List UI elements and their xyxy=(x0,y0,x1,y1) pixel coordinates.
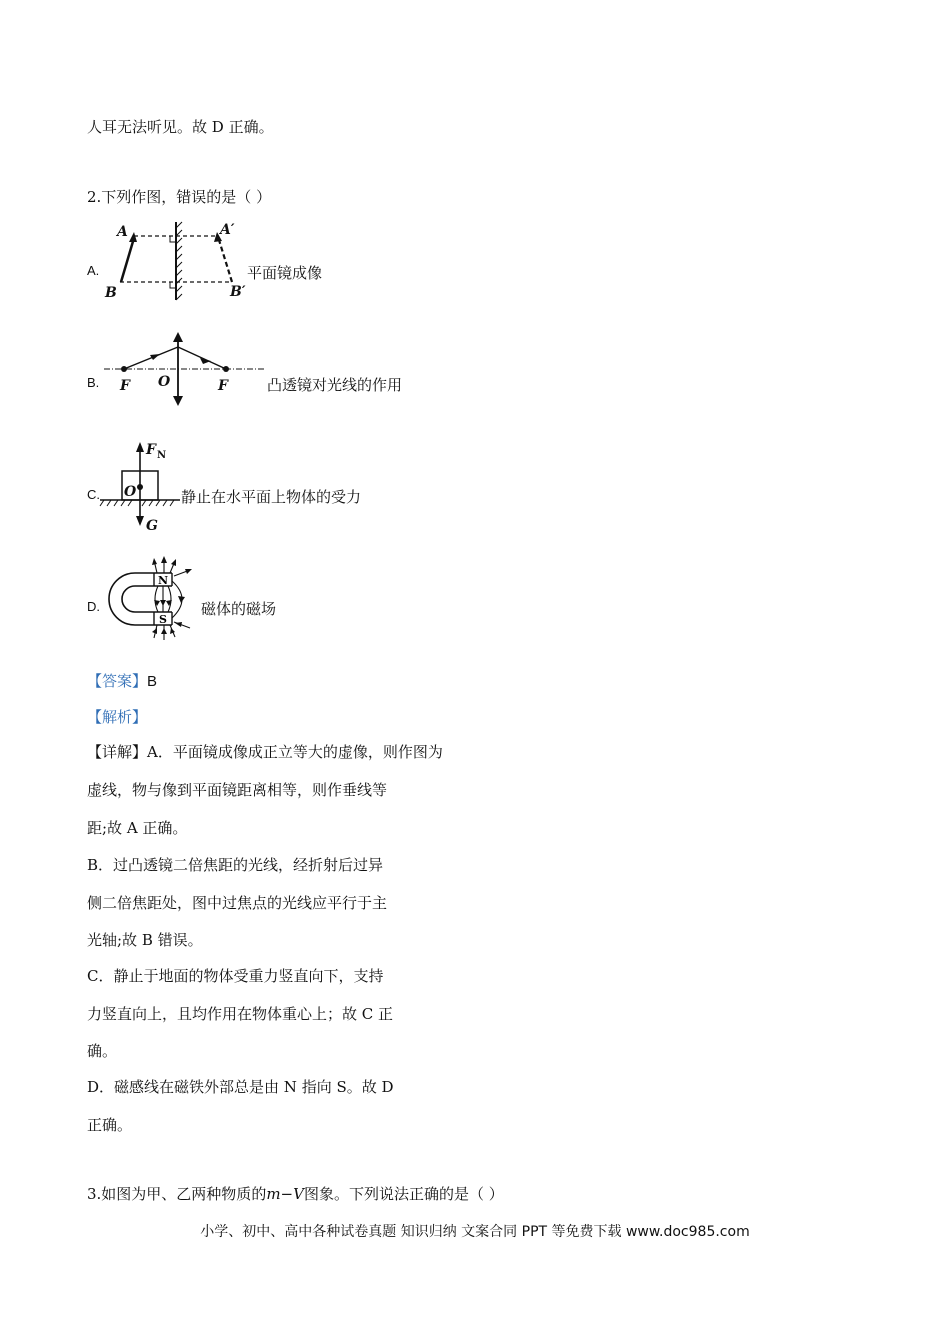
option-a-letter: A. xyxy=(87,263,100,278)
option-c-letter: C. xyxy=(87,487,100,502)
detail-line-9: 确。 xyxy=(87,1042,118,1060)
answer-value: B xyxy=(147,673,158,690)
question3-prefix: 3.如图为甲、乙两种物质的 xyxy=(87,1185,267,1203)
footer: 小学、初中、高中各种试卷真题 知识归纳 文案合同 PPT 等免费下载 www.doc985.com xyxy=(200,1224,750,1240)
detail-line-5: 侧二倍焦距处，图中过焦点的光线应平行于主 xyxy=(87,894,388,912)
option-b-letter: B. xyxy=(87,375,100,390)
question2-stem: 2.下列作图，错误的是（ ） xyxy=(87,188,272,206)
label-f-right: F xyxy=(218,378,228,394)
label-b-prime: B′ xyxy=(230,284,246,300)
label-g: G xyxy=(146,518,158,534)
label-fn: F xyxy=(146,442,156,458)
answer-line xyxy=(87,671,157,692)
detail-line-7: C．静止于地面的物体受重力竖直向下，支持 xyxy=(87,967,384,985)
question3-suffix: 图象。下列说法正确的是（ ） xyxy=(303,1185,504,1203)
option-a-caption: 平面镜成像 xyxy=(247,264,323,282)
detail-line-2: 虚线，物与像到平面镜距离相等，则作垂线等 xyxy=(87,781,388,799)
option-c-caption: 静止在水平面上物体的受力 xyxy=(181,488,362,506)
option-b-caption: 凸透镜对光线的作用 xyxy=(267,376,403,394)
label-b: B xyxy=(105,285,117,301)
analysis-tag: 【解析】 xyxy=(87,708,148,726)
horseshoe-magnet-figure xyxy=(102,556,202,642)
detail-line-10: D．磁感线在磁铁外部总是由 N 指向 S。故 D xyxy=(87,1078,394,1096)
detail-line-4: B．过凸透镜二倍焦距的光线，经折射后过异 xyxy=(87,856,384,874)
label-n-pole: N xyxy=(158,574,169,587)
label-fn-subscript: N xyxy=(157,450,167,461)
label-s-pole: S xyxy=(159,613,167,626)
detail-line-6: 光轴;故 B 错误。 xyxy=(87,931,203,949)
top-line: 人耳无法听见。故 D 正确。 xyxy=(87,118,274,136)
question3-stem xyxy=(87,1184,504,1204)
detail-tag: 【详解】 xyxy=(87,743,148,761)
detail-line-3: 距;故 A 正确。 xyxy=(87,819,188,837)
convex-lens-figure xyxy=(104,330,269,408)
detail-line-8: 力竖直向上，且均作用在物体重心上；故 C 正 xyxy=(87,1005,394,1023)
option-d-letter: D. xyxy=(87,599,100,614)
detail-text: A．平面镜成像成正立等大的虚像，则作图为 xyxy=(147,743,443,761)
answer-tag: 【答案】 xyxy=(87,672,148,690)
label-o-center: O xyxy=(124,484,137,500)
label-a: A xyxy=(117,224,128,240)
question3-formula: m−V xyxy=(266,1185,304,1203)
force-diagram-figure xyxy=(100,440,185,535)
option-d-caption: 磁体的磁场 xyxy=(201,600,277,618)
label-f-left: F xyxy=(120,378,130,394)
label-o: O xyxy=(158,374,171,390)
detail-line-11: 正确。 xyxy=(87,1116,133,1134)
label-a-prime: A′ xyxy=(220,222,235,238)
plane-mirror-figure xyxy=(100,220,250,305)
detail-line-1 xyxy=(87,742,443,762)
